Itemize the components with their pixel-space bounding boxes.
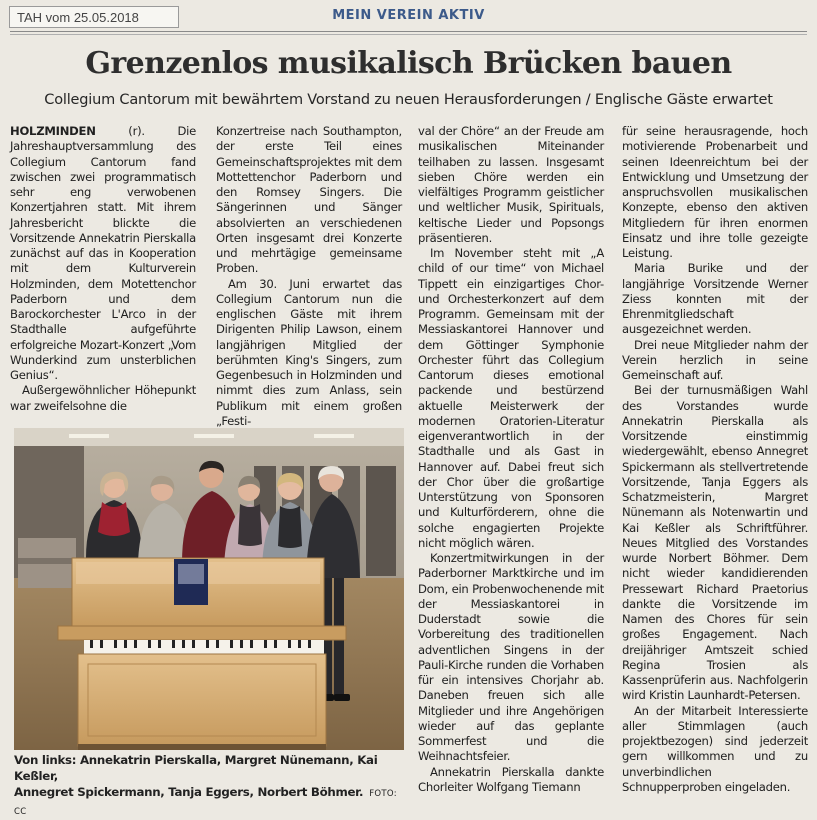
article-column-2 [216,124,402,428]
article-column-1 [10,124,196,414]
article-headline: Grenzenlos musikalisch Brücken bauen [85,46,732,81]
article-column-4 [622,124,808,794]
paragraph-text: (r). Die Jahreshauptversammlung des Collegium Cantorum fand zwischen zwei programmatisch sehr eng verwobenen Konzertjahren statt. Mit ihrem Jahresbericht blickte die Vorsitzende Annekatrin Pierskalla zunächst auf das in Kooperation mit dem Kulturverein Holzminden, dem Motettenchor Paderborn und dem Barockorchester L'Arco in der Stadthalle aufgeführte erfolgreiche Mozart-Konzert „Vom Wunderkind zum unsterblichen Genius“. [10,124,196,382]
paragraph: Bei der turnusmäßigen Wahl des Vorstandes wurde Annekatrin Pierskalla als Vorsitzende einstimmig wiedergewählt, ebenso Annegret Spickermann als stellvertretende Vorsitzende, Tanja Eggers als Schatzmeisterin, Margret Nünemann als Notenwartin und Kai Keßler als Schriftführer. Neues Mitglied des Vorstandes wurde Norbert Böhmer. Dem nicht wieder kandidierenden Pressewart Richard Praetorius dankte die Vorsitzende im Namen des Chores für sein großes Engagement. Nach dreijähriger Amtszeit schied Regina Trosien als Kassenprüferin aus. Nachfolgerin wird Kristin Launhardt-Petersen. [622,383,808,703]
caption-line: Annegret Spickermann, Tanja Eggers, Norbert Böhmer. [14,785,364,799]
article-subheadline: Collegium Cantorum mit bewährtem Vorstand zu neuen Herausforderungen / Englische Gäste erwartet [44,92,773,108]
paragraph: Außergewöhnlicher Höhepunkt war zweifelsohne die [10,383,196,413]
group-photo-illustration [14,428,404,750]
section-rubric: MEIN VEREIN AKTIV [332,8,485,23]
paragraph: Im November steht mit „A child of our time“ von Michael Tippett ein einzigartiges Chor- und Orchesterkonzert auf dem Programm. Gemeinsam mit der Messiaskantorei Hannover und dem Göttinger Symphonie Orchester führt das Collegium Cantorum dieses emotional packende und bestürzend aktuelle Meisterwerk der modernen Oratorien-Literatur eigenverantwortlich in der Stadthalle und als Gast in Hannover auf. Dabei freut sich der Chor über die großartige Unterstützung von Sponsoren und Kulturförderern, ohne die solche engagierten Projekte nicht möglich wären. [418,246,604,550]
paragraph: val der Chöre“ an der Freude am musikalischen Miteinander teilhaben zu lassen. Insgesamt sieben Chöre werden ein vielfältiges Programm geistlicher und weltlicher Musik, Spirituals, keltische Lieder und Popsongs präsentieren. [418,124,604,245]
paragraph: Konzertreise nach Southampton, der erste Teil eines Gemeinschaftsprojektes mit dem Mottettenchor Paderborn und den Romsey Singers. Die Sängerinnen und Sänger absolvierten an verschiedenen Orten insgesamt drei Konzerte und mehrtägige gemeinsame Proben. [216,124,402,276]
paragraph [10,124,196,383]
paragraph: Drei neue Mitglieder nahm der Verein herzlich in seine Gemeinschaft auf. [622,337,808,382]
dateline-location: HOLZMINDEN [10,124,96,138]
article-column-3 [418,124,604,794]
caption-line: Von links: Annekatrin Pierskalla, Margret Nünemann, Kai Keßler, [14,753,378,783]
group-photo [14,428,404,750]
photo-credit: FOTO: CC [14,789,397,817]
paragraph: Konzertmitwirkungen in der Paderborner Marktkirche und im Dom, ein Probenwochenende mit der Messiaskantorei in Duderstadt sowie die Vorbereitung des traditionellen adventlichen Singens in der Pauli-Kirche runden die Vorhaben für ein intensives Chorjahr ab. Daneben freuen sich alle Mitglieder und ihre Angehörigen wieder auf das geplante Sommerfest und die Weihnachtsfeier. [418,551,604,764]
header-rule-secondary [10,34,807,35]
date-tag: TAH vom 25.05.2018 [9,6,179,28]
paragraph: An der Mitarbeit Interessierte aller Stimmlagen (auch projektbezogen) sind jederzeit gern willkommen und zu unverbindlichen Schnupperproben eingeladen. [622,703,808,794]
paragraph: für seine herausragende, hoch motivierende Probenarbeit und seinen Ideenreichtum bei der Entwicklung und Umsetzung der anspruchsvollen musikalischen Konzepte, ebenso den aktiven Mitgliedern für ihren enormen Einsatz und ihre tolle gezeigte Leistung. [622,124,808,260]
header-rule [10,31,807,32]
paragraph: Am 30. Juni erwartet das Collegium Cantorum nun die englischen Gäste mit ihrem Dirigenten Philip Lawson, einem langjährigen Mitglied der berühmten King's Singers, zum Gegenbesuch in Holzminden und nimmt dies zum Anlass, sein Publikum mit einem großen „Festi- [216,276,402,428]
caption-line-2 [14,784,409,820]
paragraph: Maria Burike und der langjährige Vorsitzende Werner Ziess konnten mit der Ehrenmitgliedschaft ausgezeichnet werden. [622,261,808,337]
photo-caption [14,752,409,820]
paragraph: Annekatrin Pierskalla dankte Chorleiter Wolfgang Tiemann [418,764,604,794]
